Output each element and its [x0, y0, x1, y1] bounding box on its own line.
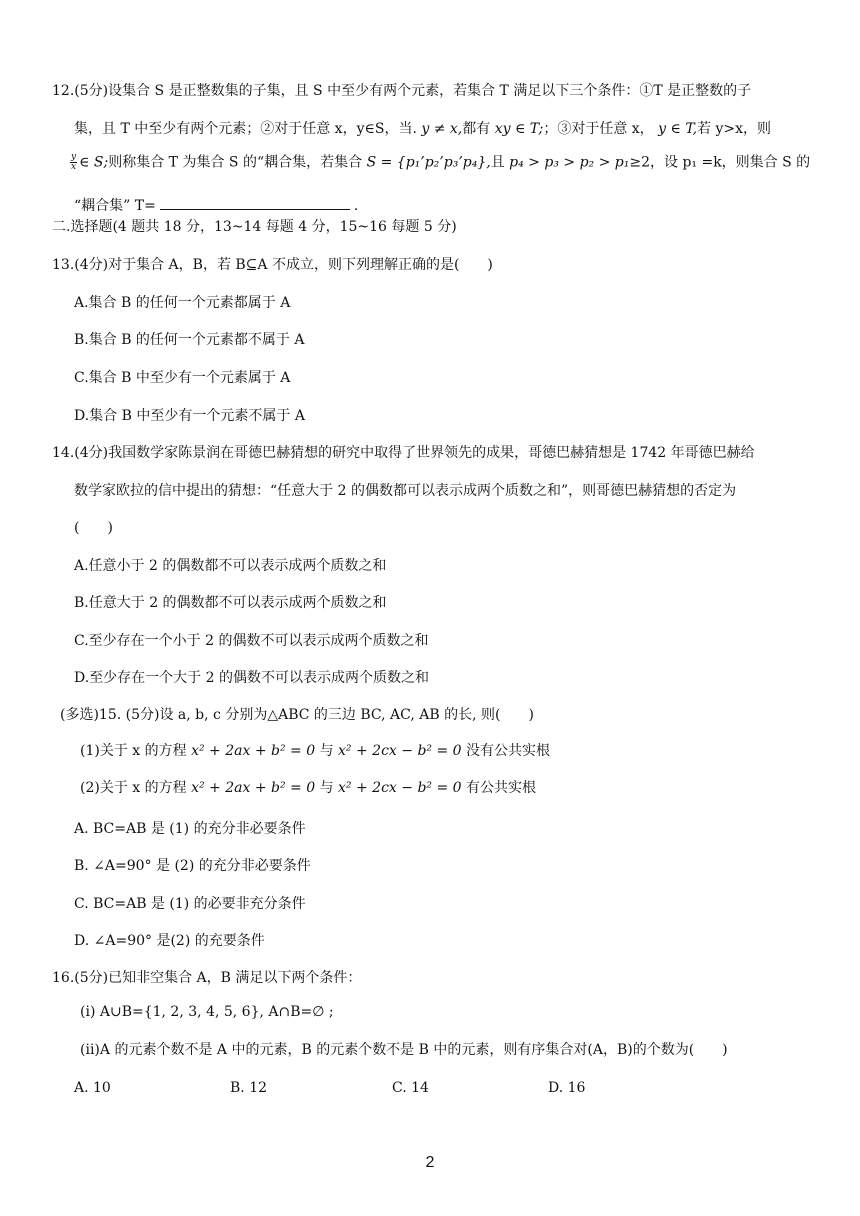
q16-option-c: C. 14 [392, 1080, 429, 1096]
q12-math-in-s: ∈ S; [79, 154, 109, 171]
q13-option-c: C.集合 B 中至少有一个元素属于 A [74, 370, 291, 386]
q13-option-a: A.集合 B 的任何一个元素都属于 A [74, 295, 291, 311]
q15-c2-text-b: 与 [319, 780, 334, 796]
q15-option-c: C. BC=AB 是 (1) 的必要非充分条件 [74, 896, 306, 912]
q12-line3 [70, 153, 810, 172]
q15-option-a: A. BC=AB 是 (1) 的充分非必要条件 [74, 821, 306, 837]
q16-condition-1: (i) A∪B={1, 2, 3, 4, 5, 6}, A∩B=∅ ; [80, 1004, 334, 1020]
q12-line2-text-c: ；③对于任意 x， [543, 121, 654, 137]
q12-math-xy-in-t: xy ∈ T; [494, 121, 544, 137]
q15-c1-text-b: 与 [319, 743, 334, 759]
q12-line4 [74, 195, 358, 215]
q16-option-a: A. 10 [74, 1080, 111, 1096]
q12-line2-text-a: 集，且 T 中至少有两个元素；②对于任意 x，y∈S，当. [74, 121, 417, 137]
q15-c1-text-c: 没有公共实根 [466, 743, 551, 759]
q12-line3-text-b: 且 [490, 154, 505, 171]
q16-condition-2: (ii)A 的元素个数不是 A 中的元素，B 的元素个数不是 B 中的元素，则有序集合对(A，B)的个数为( ) [80, 1042, 728, 1058]
q12-line4-period: . [353, 198, 359, 214]
q14-option-a: A.任意小于 2 的偶数都不可以表示成两个质数之和 [74, 558, 387, 574]
q15-stem: (多选)15. (5分)设 a, b, c 分别为△ABC 的三边 BC, AC, AB 的长, 则( ) [60, 707, 534, 723]
q15-c1-equation-2: x² + 2cx − b² = 0 [338, 743, 462, 759]
q12-math-y-neq-x: y ≠ x, [421, 121, 463, 137]
q14-option-d: D.至少存在一个大于 2 的偶数不可以表示成两个质数之和 [74, 670, 429, 686]
q15-option-d: D. ∠A=90° 是(2) 的充要条件 [74, 933, 265, 949]
q12-line3-text-c: ≥2，设 p₁ =k，则集合 S 的 [629, 154, 811, 171]
answer-blank[interactable] [160, 195, 350, 210]
q15-condition-2 [80, 779, 536, 797]
q12-line4-text: “耦合集” T= [74, 198, 156, 214]
q16-option-b: B. 12 [230, 1080, 268, 1096]
q12-line2 [74, 120, 771, 138]
q13-stem: 13.(4分)对于集合 A，B，若 B⊆A 不成立，则下列理解正确的是( ) [52, 257, 493, 273]
q15-condition-1 [80, 742, 550, 760]
q13-option-d: D.集合 B 中至少有一个元素不属于 A [74, 408, 305, 424]
q14-stem-line1: 14.(4分)我国数学家陈景润在哥德巴赫猜想的研究中取得了世界领先的成果，哥德巴赫猜想是 1742 年哥德巴赫给 [52, 445, 755, 461]
q14-stem-line2: 数学家欧拉的信中提出的猜想：“任意大于 2 的偶数都可以表示成两个质数之和”，则哥德巴赫猜想的否定为 [74, 483, 737, 499]
q13-option-b: B.集合 B 的任何一个元素都不属于 A [74, 332, 305, 348]
q15-c2-equation-1: x² + 2ax + b² = 0 [191, 780, 316, 796]
q12-math-inequality: p₄ > p₃ > p₂ > p₁ [509, 154, 630, 171]
q15-c2-equation-2: x² + 2cx − b² = 0 [338, 780, 462, 796]
section-heading: 二.选择题(4 题共 18 分，13~14 每题 4 分，15~16 每题 5 分) [52, 219, 457, 235]
q14-option-c: C.至少存在一个小于 2 的偶数不可以表示成两个质数之和 [74, 633, 429, 649]
q12-fraction-y-over-x: $\frac{y}{x}$ [71, 152, 77, 172]
q12-line3-text-a: 则称集合 T 为集合 S 的“耦合集，若集合 [108, 154, 363, 171]
q12-math-y-in-t: y ∈ T, [658, 121, 698, 137]
q12-math-set-s: S = {p₁’p₂’p₃’p₄}, [366, 154, 491, 171]
q15-c1-text-a: (1)关于 x 的方程 [80, 743, 187, 759]
q16-stem: 16.(5分)已知非空集合 A，B 满足以下两个条件： [52, 970, 362, 986]
q14-stem-line3: ( ) [74, 520, 113, 536]
q14-option-b: B.任意大于 2 的偶数都不可以表示成两个质数之和 [74, 595, 387, 611]
q12-line2-text-b: 都有 [462, 121, 491, 137]
page-number: 2 [425, 1154, 435, 1171]
q16-option-d: D. 16 [548, 1080, 586, 1096]
q12-line1: 12.(5分)设集合 S 是正整数集的子集，且 S 中至少有两个元素，若集合 T 满足以下三个条件：①T 是正整数的子 [52, 83, 752, 99]
q15-c2-text-a: (2)关于 x 的方程 [80, 780, 187, 796]
q12-line2-text-d: 若 y>x，则 [697, 121, 772, 137]
q15-option-b: B. ∠A=90° 是 (2) 的充分非必要条件 [74, 858, 311, 874]
q15-c1-equation-1: x² + 2ax + b² = 0 [191, 743, 316, 759]
q15-c2-text-c: 有公共实根 [466, 780, 537, 796]
